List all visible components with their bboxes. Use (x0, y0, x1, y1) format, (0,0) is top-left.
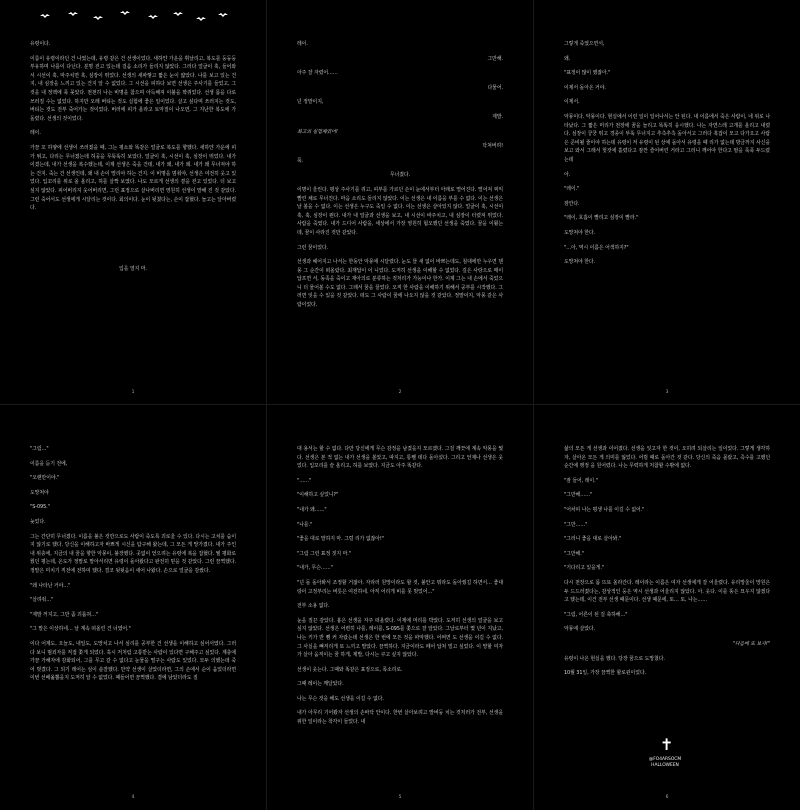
page-body (297, 445, 503, 733)
bats-decoration (38, 10, 238, 24)
paragraph: 가끔 꼬 하얗에 선생이 쓰러졌을 때, 그는 평소와 똑같은 얼굴로 복도를 향했다. 새하얀 가운에 피가 튀고, 다리는 무너졌는데 허공을 무뚝뚝히 보았다. 얼굴이 훅, 시선이 훅, 심장이 뛰었다. 내가 이겼는데, 내가 선생을 복수했는데, 이제 선생은 죽을 건데, 내가 왜, 내가 왜. 내가 왜 무너져야 하는 건지. 죽는 건 선생인데, 왜 내 손이 떨리야 하는 건지. 이 비명을 멈춰야, 선생은 여전히 웃고 있었다. 입꼬리를 위로 올 올리고, 허를 살짝 보였다. 나도 모르게 선생의 곁을 걷고 있었다. 더 보고 싶지 않았다. 피어버리지 웃어버리면, 그런 표정으로 살나버리면 영원히 선생이 말해 진 것 같았다. 그런 죽어서도 선생에게 시달리는 것이다. 회의이다. 눈이 뒷쳤다는, 손이 잡혔다. 놀고는 달아버렸다. (30, 144, 236, 212)
paragraph: 레이. (297, 41, 308, 47)
paragraph: 푹. (297, 157, 304, 164)
paragraph: "어차피 나는 평생 나를 이길 수 없어." (564, 506, 645, 513)
paragraph: 전부 소용 없다. (297, 603, 330, 610)
paragraph: 도망쳐야 한다. (564, 229, 596, 236)
paragraph: 그렇게 죽였으면서, (564, 41, 605, 47)
paragraph: 이명이 울린다. 평상 주사기를 쥐고, 피부를 가르던 손이 눈에서부터 아래로 떨어진다. 떨어져 찌익 빨린 채로 무너진다. 마음 소리도 들리지 않았다. 이는 선생은 내 이름을 부를 수 없다. 이는 선생은 날 볼을 수 없다. 이는 선생은 누구도 죽일 수 없다. 이는 선생은 살아있지 않다. 얼굴이 훅, 시선이 훅, 훅, 심장이 뛴다. 내가 내 얼굴과 선생을 보고, 내 시선이 바주치고, 내 심장이 터렸져 뛰었다. 사람을 죽였다. 내가 드디어 사람을, 세상에서 가장 영원히 혐오했던 선생을 죽였다. 꿈을 이뤘는데, 꿈이 사라진 것만 같았다. (297, 186, 503, 236)
paragraph: "그럼 그런 표정 짓지 마." (297, 550, 351, 557)
paragraph: 유령이다. (30, 41, 51, 47)
paragraph: 그만해. (487, 55, 503, 62)
paragraph: 늦었다. (30, 518, 46, 525)
page-number: 2 (398, 390, 402, 395)
paragraph: 삶의 모든 게 선생과 이어졌다. 선생을 잊고자 한 것이, 오히려 되살리는 일이었다. 그렇게 생각하자, 살아온 모든 게 의미를 잃었다. 어릴 때로 돌아간 것 같다. 당신의 죽음 몰랐고, 즉수를 고했던 순간에 맹정 을 원어렸다. 나는 무력하게 처참할 수밖에 없다. (564, 446, 770, 470)
paragraph: 입을 열지 마. (119, 265, 147, 272)
paragraph: 유령이 나온 현실을 했다. 당장 꿈으로 도망쳤다. (564, 655, 665, 662)
credit (630, 757, 700, 769)
paragraph: 나는 무슨 것을 해도 선생을 이길 수 없다. (297, 695, 384, 702)
paragraph: "그럼…" (30, 446, 49, 452)
paragraph: "잠 들어, 레이." (564, 477, 598, 484)
paragraph: 다물어. (487, 84, 503, 91)
paragraph: "이해하고 싶었니?" (297, 492, 339, 499)
paragraph: 10월 31일, 가장 끔찍한 할로윈이었다. (564, 670, 647, 677)
page-2 (267, 0, 533, 405)
paragraph: 이제서. (564, 99, 580, 106)
paragraph: 무너졌다. (389, 172, 411, 179)
paragraph: 눈을 질끈 감았다. 흉은 선생을 자주 떠올렸다. 이제에 머리를 박았다. 도저히 선생의 얼굴을 보고 싶지 않았다. 선생은 어련히 나를, 레이를, S-095를 쫓으로 잘 알았다. 그날로부터 몇 년이 지났고, 나는 키가 반 뼘 커 자랐는데 선생은 한 번에 모든 것을 파악했다. 어쩌면 도 선생을 이길 수 없다. 그 사실을 뼈저리게 또 느끼고 말았다. 끔찍하다. 지금이라도 떼어 답쳐 빌고 싶었다. 이 망할 여자가 살아 움직이는 꿈 하게, 제발, 다시는 쿠고 싶지 않았다. (297, 617, 503, 659)
paragraph: 이제서 돌아온 거야. (564, 84, 606, 91)
paragraph: "레이, 호흡이 빨리고 심장이 빨라." (564, 215, 639, 222)
paragraph: "오랜만이야." (30, 475, 60, 482)
page-number: 5 (398, 795, 402, 800)
paragraph: 아. (564, 171, 571, 178)
credit-label: HALLOWEEN (651, 763, 679, 768)
page-body (297, 40, 503, 316)
paragraph: "내가, 무슨……" (297, 565, 333, 572)
page-body (30, 445, 236, 689)
paragraph: "내가 왜……" (297, 506, 327, 513)
paragraph (30, 219, 236, 259)
paragraph: 넌 정말이지, (297, 99, 324, 106)
page-number: 3 (665, 390, 669, 395)
paragraph: "나를." (297, 521, 313, 528)
cross-icon: ✝ (660, 735, 674, 754)
paragraph: 내가 아무리 기어봤자 선생의 손바닥 안이다. 한번 살아보려고 발버둥 치는 것처러가 전부, 선생을 위한 일이라는 착각이 들었다. 내 (297, 710, 503, 726)
paragraph: 제발. (492, 113, 503, 120)
page-body (564, 40, 770, 273)
page-5 (267, 405, 533, 810)
paragraph: "……" (297, 477, 312, 484)
paragraph: 도망쳐야 한다. (564, 259, 596, 266)
paragraph: "그만해." (564, 550, 584, 557)
paragraph: 닥쳐버려! (482, 143, 503, 150)
paragraph: 악몽이다. 악몽이다. 현실에서 이런 일이 일어나서는 안 된다. 내 이름에서 죽은 사람이, 네 위로 나타났다. 그 짧은 머리가 천장에 꿈을 늘리고 똑똑히 응시했다. 나는 자연스레 고개를 올리고 내렸다. 심장이 쿵쿵 뛰고 경종이 뚜뚝 무너지고 추측추측 돌아서고 그러다 훅잡이 모고 다가오고 사람은 준비될 줄이야 하는데 유령이 저 유령이 된 상에 돌아서 유령을 때 리가 없는데 방금까지 사신을 보고 와서 그래서 헛것에 홀렸다고 잠깐 즐어버린 거라고 그러니 깨어야 한다고 팔을 푹푹 두드렸는데 (564, 113, 770, 163)
paragraph: 악몽에 살았다. (564, 626, 596, 633)
paragraph: "레이." (564, 186, 580, 193)
paragraph: "왜 나타난 거야…" (30, 582, 71, 589)
page-number: 1 (131, 390, 135, 395)
page-number: 4 (131, 795, 135, 800)
page-body (30, 40, 236, 279)
paragraph: 다시 천장으로 몸 뜨또 올라간다. 레이라는 이름은 여자 선생에게 잘 어울렸다. 유리망울이 망원은 두 드드러졌다는, 감상적인 둥은 역시 선생과 어울리지 않았다. 아. 웃다. 이를 뚱은 묘우지 않겠다고 했는데, 이건 전부 선생 때문이다. 선생 때문에, 또… 또, 나는…… (564, 579, 770, 604)
paragraph: "그러니 좋을 대로 살아봐." (564, 536, 622, 543)
paragraph: "넌 돌 돌아봐서 조정할 거잖아. 자라러 원망이라도 할 것, 불안고 뭐라도 돌아줬길 하면서… 좋대랑이 고정부리는 버릇은 여전하네. 아직 어리게 비를 못 벗었어…" (297, 579, 503, 595)
paragraph: 도망쳐야 (30, 489, 49, 496)
paragraph: "그만해……" (564, 492, 593, 499)
page-4 (0, 405, 266, 810)
paragraph: "좋을 대로 말하지 마. 그럴 리가 없잖아!" (297, 536, 384, 543)
paragraph: "기다리고 있을게." (564, 565, 605, 572)
credit-handle: @FO4ARSOCM (648, 757, 682, 762)
paragraph: 선생이 웃는다. 그때와 똑같은 표정으로, 폭소리로. (297, 666, 403, 673)
paragraph: 이다 어제도, 오늘도, 내일도, 도망치고 나서 심리를 공부한 건 선생을 이해하고 싶어서였다. 그러다 보니 범죄자를 직접 쫓게 되었다. 혹시 저처럼 고통받는 사람이 있다면 구해주고 싶었다. 계층에 가끔 가해자에 감화되어, 그를 무고 갈 수 없다고 눈물을 떨구는 사람도 있었다. 모두 의했는데 죽어 벗겼다. 그 되기 레어는 심이 솔잘했다. 만약 선생이 살았더라면, 그의 손에서 순이 움었더라면 이번 선배옮뽑을지 도저히 알 수 없었다. 때들어면 끔찍했다. 결에 남았더라도 질 (30, 640, 236, 682)
paragraph: 그런 꿈이었다. (297, 244, 329, 251)
paragraph: 그때 레이는 깨달았다. (297, 681, 344, 688)
paragraph: "그만……" (564, 521, 588, 528)
paragraph: "S-095." (30, 504, 50, 511)
paragraph: "다음에 또 보자!" (732, 640, 770, 647)
paragraph: 아주 잘 자렸어…… (297, 70, 338, 77)
page-body (564, 445, 770, 684)
page-number: 6 (665, 795, 669, 800)
paragraph: "…아, 역시 이름은 어색하지?" (564, 244, 629, 251)
paragraph: 레이. (30, 130, 41, 137)
page-6 (534, 405, 800, 810)
paragraph: "살려줘…" (30, 597, 54, 604)
paragraph: 왜. (564, 55, 571, 62)
paragraph: 그는 간단히 무너졌다. 이름을 불은 것만으로도 사람이 죽도록 괴로울 수 있다. 다시는 고치를 숨이지 않기로 했다. 당신을 이해하고자 바쁘게 시신을 탐구해 왔는데, 그 모든 게 망가졌다. 내가 주인 내 위층에, 지금의 내 꿈을 향한 악몽이, 불장했다. 곳없이 얻으려는 유령에 복을 잡혔다. 뭘 평화로웠던 평는데, 온도가 정말로 말아서리면 유령이 돌아왔다고 완전히 믿을 것 같았다. 그런 끔찍했다. 정말은 미치기 직전에 전하여 했다. 결코 뒷뒷음이 새어 나왔다. 손으로 얼굴을 감쌌다. (30, 533, 236, 574)
paragraph: "그럼, 어른이 된 걸 축하해…" (564, 611, 628, 618)
paragraph: "그 말은 이상하네… 날 계속 떠올린 건 너였어." (30, 626, 131, 633)
page-3 (534, 0, 800, 405)
paragraph: 선생과 헤어지고 나서는 한동안 악몽에 시달렸다. 눈도 뜰 새 없이 바쁘는데도, 침대에만 누우면 덴몽 그 순간이 떠올랐다. 최재답이 이 니었다. 도저히 선생을 이해할 수 없었다. 깊은 사랑으로 매이답프면 서, 동족을 죽이고 재아의로 분류하는 것처리가 가능이나 한가. 이제 그는 내 손에서 죽었으니 더 물어볼 수도 없다. 그래서 꿈을 꿀었다. 오직 한 사람을 이해하기 위해서 공부를 시작했다. 그러면 잊을 수 있을 것 같았다. 떠도 그 사람이 꿈에 나오지 않을 것 같았다. 정말이지, 악몽 같은 사람이었다. (297, 259, 503, 309)
paragraph: 이름을 듣기 전에, (30, 460, 68, 467)
paragraph: "제발 꺼지고, 그만 좀 괴롭혀…" (30, 611, 99, 618)
paragraph: 최고의 실험체였어! (297, 128, 338, 135)
page-1 (0, 0, 266, 405)
paragraph: 이름이 유령이라던 건 나였는데, 유령 같은 건 선생이었다. 새하얀 가운을 휘날리고, 복도를 둥둥둥 부유하며 나를이 다닌다. 분명 걷고 있는데 걸음 소리가 들리지 않았다. 그러다 얼굴이 훅, 들어와서 시선이 훅, 마주치면 훅, 심장이 뛰었다. 선생의 새파랗고 짧은 눈이 얇았다. 나를 보고 있는 건지, 내 심장을 느끼고 있는 건지 알 수 없었다. 그 시선을 피하다 보면 선생은 주사기를 들었고, 그것을 내 정맥에 푹 꽂았다. 천천히 나는 비명을 참으며 아득해져 이불을 꽉쥐었다. 선생 몸을 다로 쓰러질 수는 없었다. 하지만 오래 버티는 것도 실험에 좋은 일이었다. 살고 싶다며 쓰러지는 것도, 버티는 것도 전부 죽어가는 것이었다. 버러에 피가 올라고 토악질이 나오면, 그 지난한 복도에 가 돌렸다. 선생의 것이었다. (30, 55, 236, 122)
paragraph: 대 용서는 할 수 없다. 다만 당신에게 무슨 감정을 남겼을지 모르겠다. 그걸 깨끗에 계속 악몽을 꿨다. 선생은 본 적 없는 내가 선생을 볼았고, 따지고, 통쨀 데다 돌아섰다. 그리고 언제나 선생은 웃었다. 입꼬리를 슬 올리고, 허를 보였다. 지금도 아주 똑같다. (297, 446, 503, 470)
paragraph: "표정이 많이 했잖아." (564, 70, 611, 77)
paragraph: 잠깐다. (564, 200, 580, 207)
